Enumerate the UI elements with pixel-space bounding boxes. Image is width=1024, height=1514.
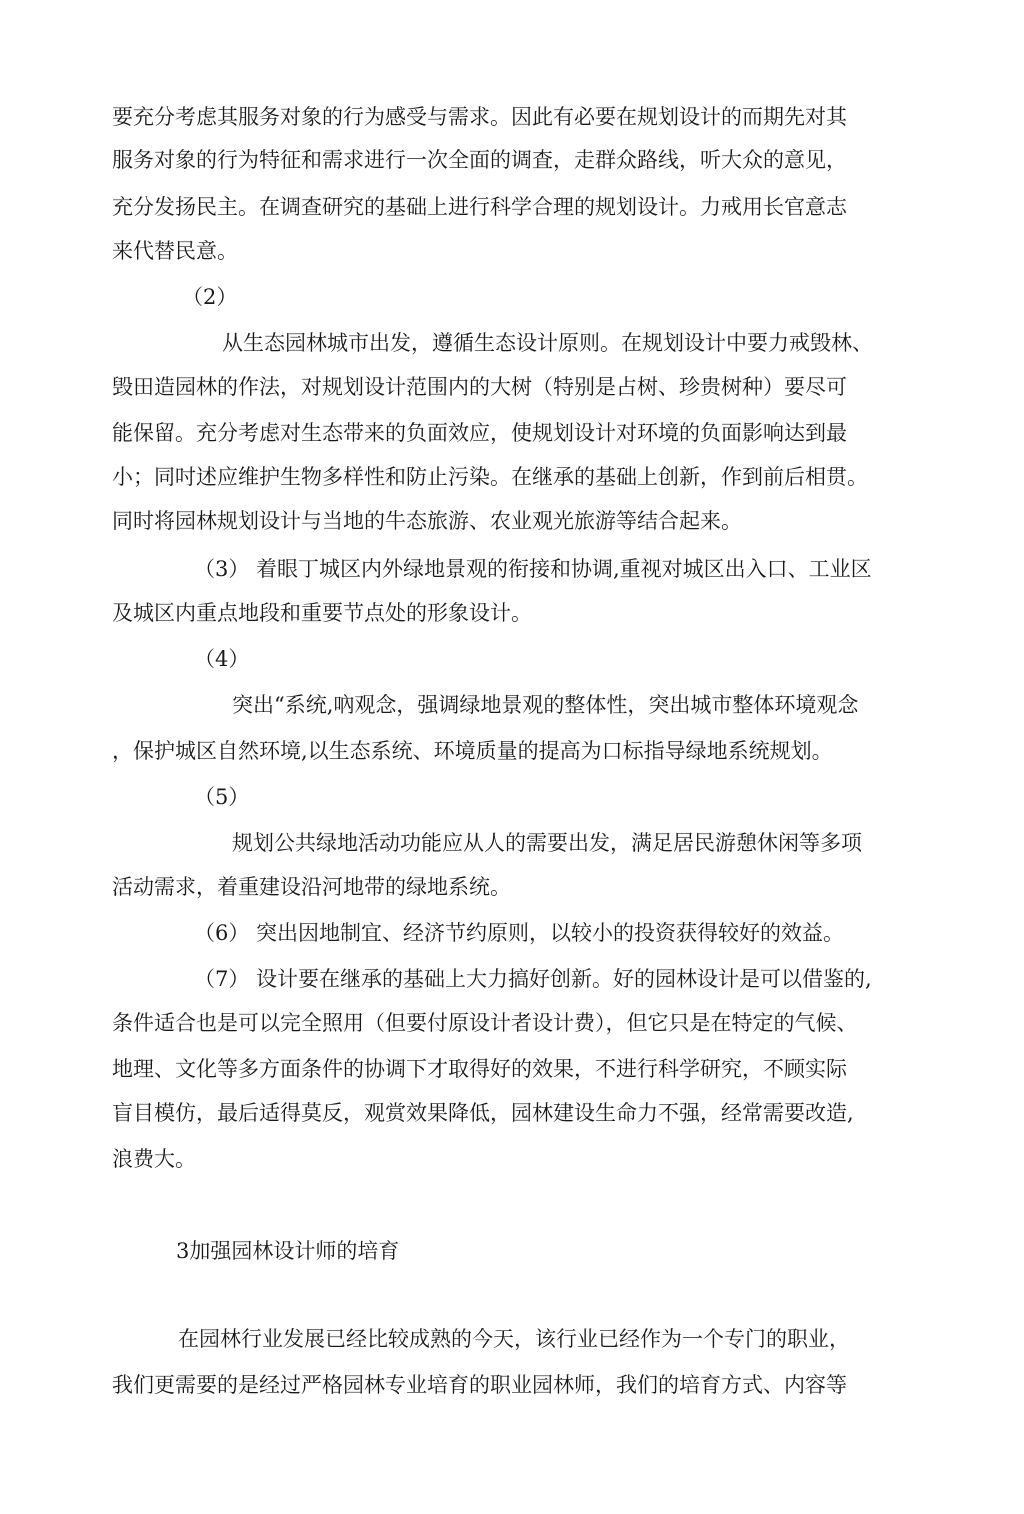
paragraph-line: 要充分考虑其服务对象的行为感受与需求。因此有必要在规划设计的而期先对其	[112, 105, 847, 129]
paragraph-line: 规划公共绿地活动功能应从人的需要出发，满足居民游憩休闲等多项	[232, 831, 862, 855]
paragraph-line: 设计要在继承的基础上大力搞好创新。好的园林设计是可以借鉴的,	[256, 967, 872, 991]
paragraph-line: 在园林行业发展已经比较成熟的今天，该行业已经作为一个专门的职业，	[178, 1327, 850, 1351]
paragraph-line: 突出因地制宜、经济节约原则，以较小的投资获得较好的效益。	[256, 921, 844, 945]
item-number: （2）	[182, 285, 238, 309]
paragraph-line: 小；同吋述应维护生物多样性和防止污染。在继承的基础上创新，作到前后相贯。	[112, 465, 868, 489]
paragraph-line: 从生态园林城市出发，遵循生态设计原则。在规划设计中要力戒毁林、	[222, 331, 873, 355]
paragraph-line: 盲目模仿，最后适得莫反，观赏效果降低，园林建设生命力不强，经常需要改造,	[112, 1101, 854, 1125]
paragraph-line: 着眼丁城区内外绿地景观的衔接和协调,重视对城区出入口、工业区	[256, 557, 872, 581]
item-number: （6）	[194, 921, 250, 945]
paragraph-line: 来代替民意。	[112, 239, 238, 263]
paragraph-line: 服务对象的行为特征和需求进行一次全面的调査，走群众路线，听大众的意见，	[112, 148, 847, 172]
item-number: （7）	[194, 967, 250, 991]
paragraph-line: 我们更需要的是经过严格园林专业培育的职业园林师，我们的培育方式、内容等	[112, 1373, 847, 1397]
paragraph-line: 活动需求，着重建设沿河地带的绿地系统。	[112, 875, 511, 899]
paragraph-line: 同时将园林规划设计与当地的牛态旅游、农业观光旅游等结合起来。	[112, 509, 742, 533]
paragraph-line: 及城区内重点地段和重要节点处的形象设计。	[112, 601, 532, 625]
item-number: （3）	[194, 557, 250, 581]
paragraph-line: 毁田造园林的作法，对规划设计范围内的大树（特别是占树、珍贵树种）要尽可	[112, 375, 847, 399]
item-number: （4）	[194, 647, 250, 671]
paragraph-line: 浪费大。	[112, 1147, 196, 1171]
paragraph-line: 条件适合也是可以完全照用（但要付原设计者设计费），但它只是在特定的气候、	[112, 1011, 858, 1035]
section-heading: 3加强园林设计师的培育	[176, 1239, 400, 1263]
item-number: （5）	[194, 785, 250, 809]
paragraph-line: 充分发扬民主。在调查研究的基础上进行科学合理的规划设计。力戒用长官意志	[112, 195, 847, 219]
paragraph-line: 能保留。充分考虑对生态带来的负面效应，使规划设计对环境的负面影响达到最	[112, 421, 847, 445]
paragraph-line: 地理、文化等多方面条件的协调下才取得好的效果，不进行科学研究，不顾实际	[112, 1057, 847, 1081]
paragraph-line: ，保护城区自然环境,以生态系统、环境质量的提高为口标指导绿地系统规划。	[112, 739, 833, 763]
paragraph-line: 突出“系统,吶观念，强调绿地景观的整体性，突出城市整体环境观念	[232, 693, 859, 717]
